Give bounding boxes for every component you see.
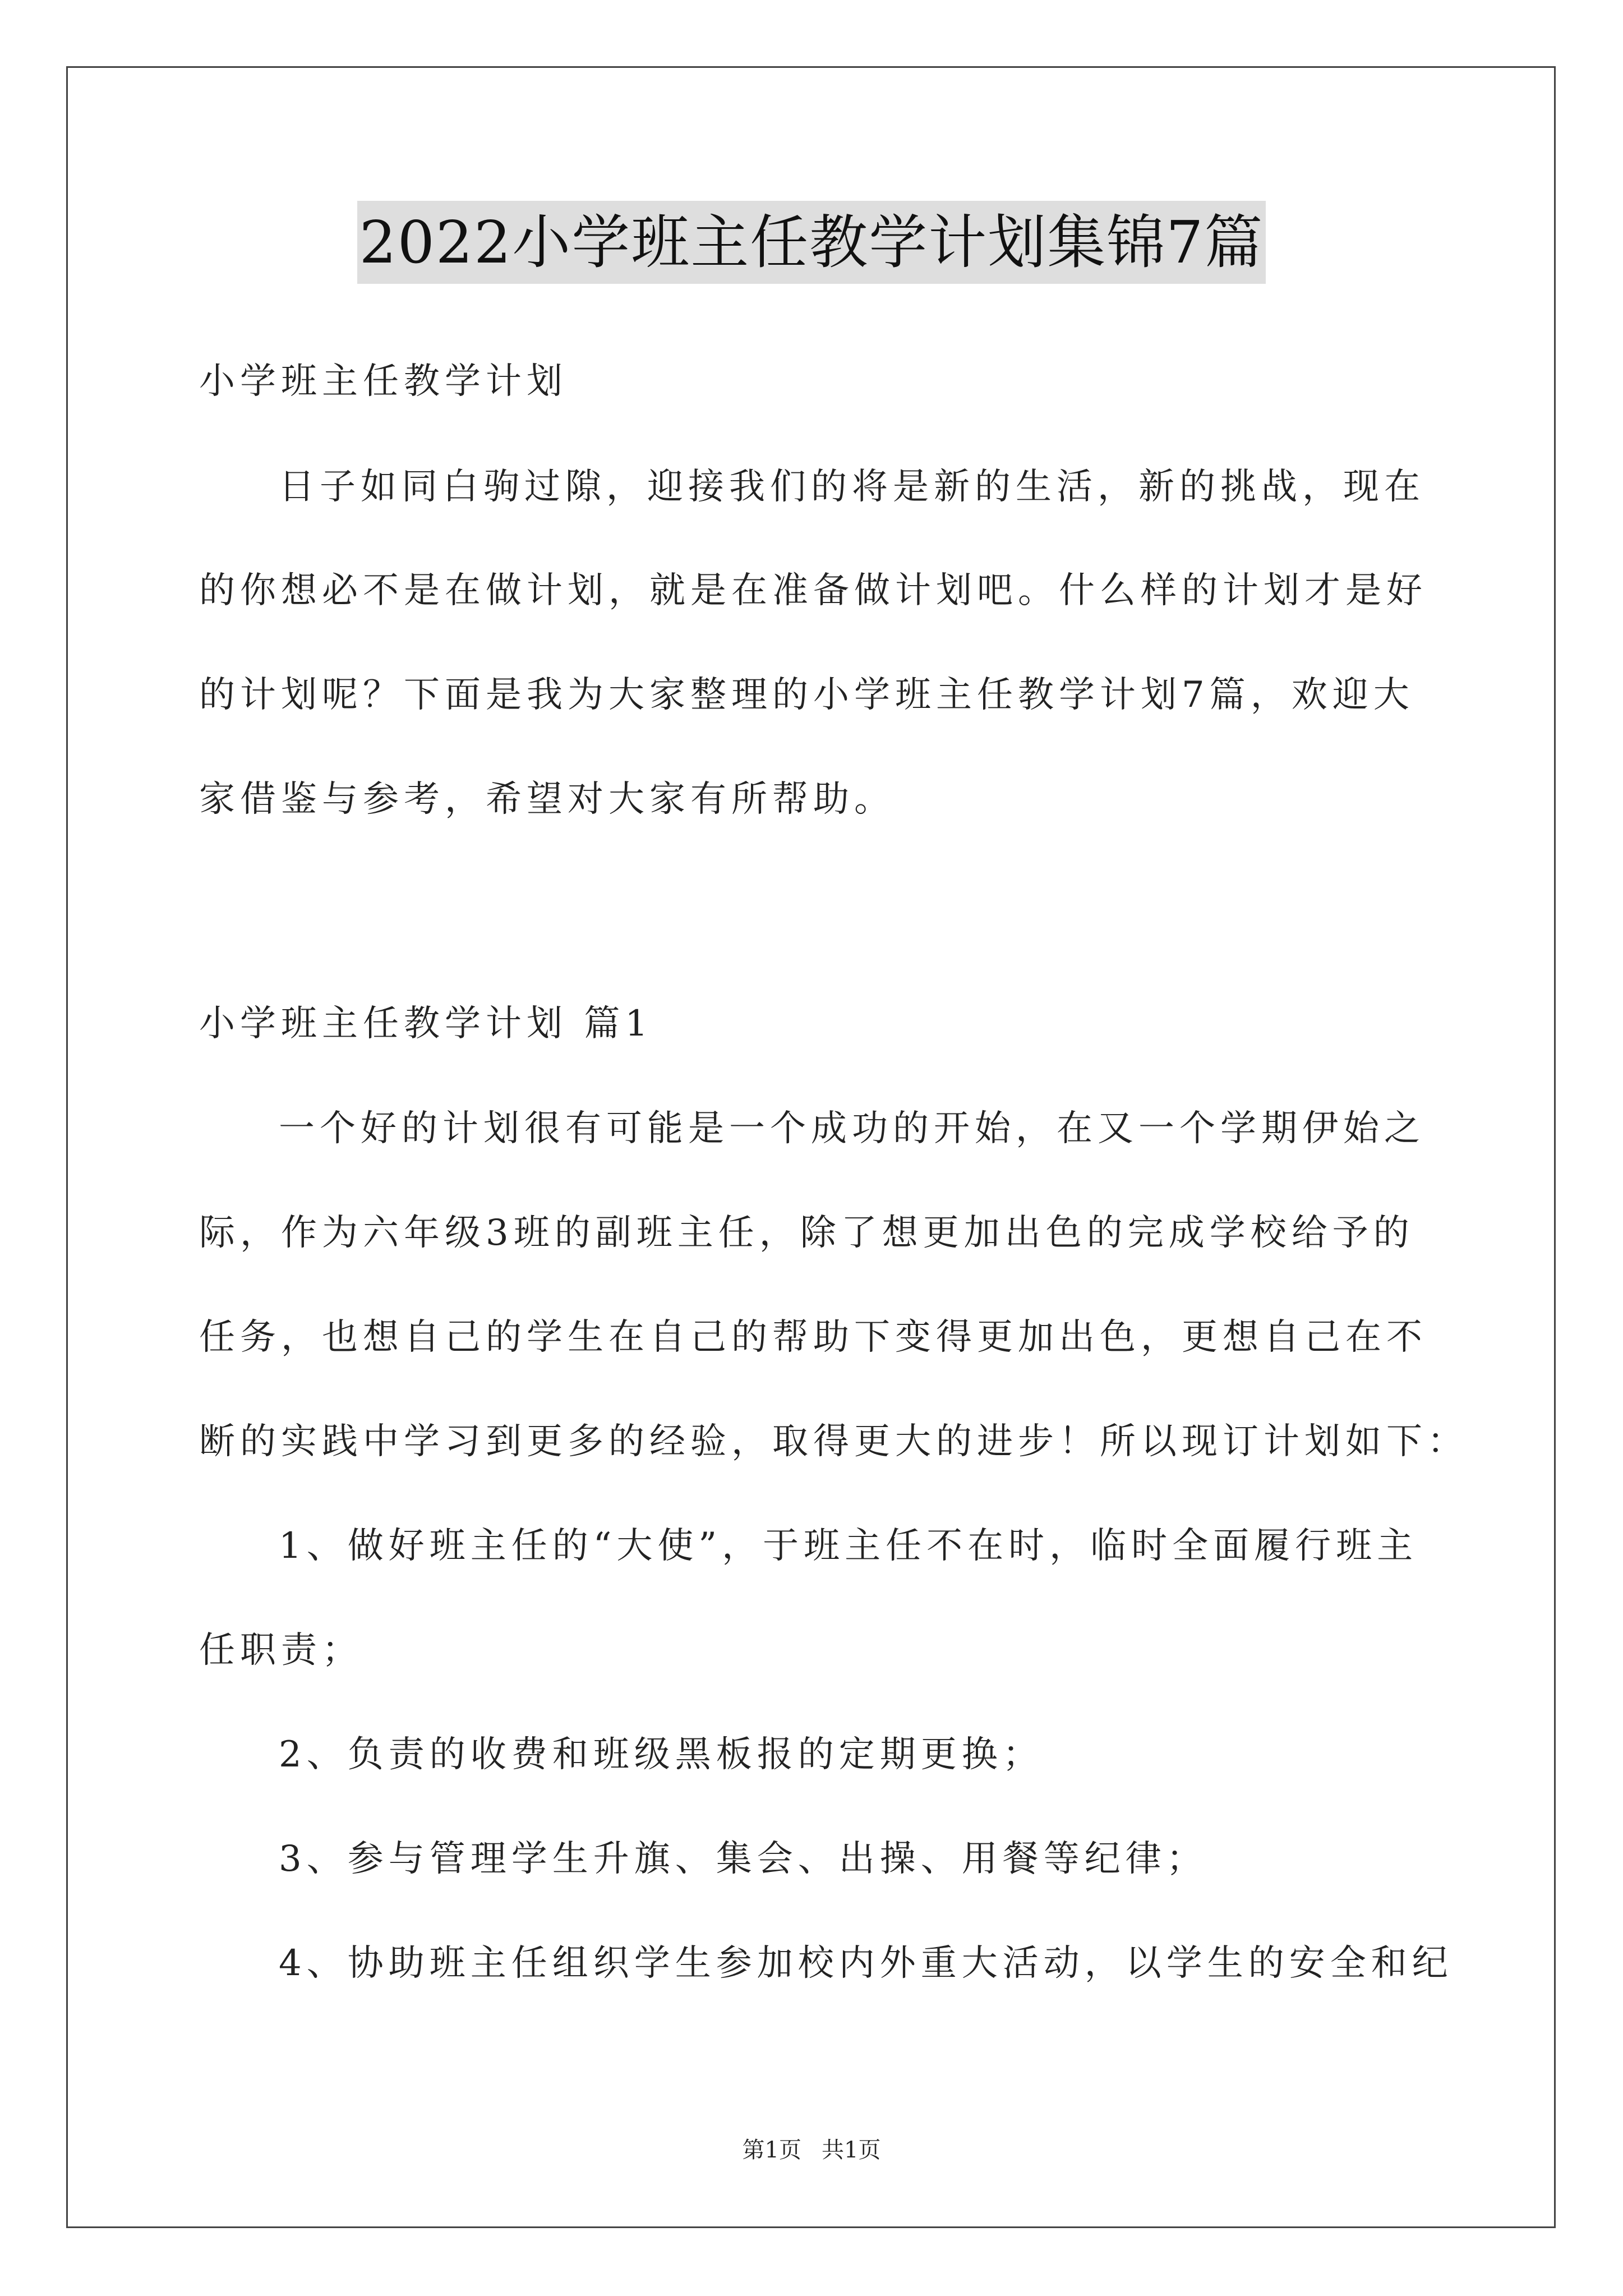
section1-line: 断的实践中学习到更多的经验，取得更大的进步！所以现订计划如下：	[199, 1421, 1468, 1462]
section1-line: 4、协助班主任组织学生参加校内外重大活动，以学生的安全和纪	[279, 1943, 1453, 1984]
document-title: 2022小学班主任教学计划集锦7篇	[357, 201, 1266, 284]
section1-line: 2、负责的收费和班级黑板报的定期更换；	[279, 1734, 1044, 1775]
intro-line: 家借鉴与参考，希望对大家有所帮助。	[199, 779, 895, 820]
section1-line: 际，作为六年级3班的副班主任，除了想更加出色的完成学校给予的	[199, 1212, 1414, 1254]
section1-heading: 小学班主任教学计划 篇1	[199, 1003, 653, 1045]
page-total: 共1页	[822, 2137, 881, 2163]
intro-line: 的计划呢？下面是我为大家整理的小学班主任教学计划7篇，欢迎大	[199, 674, 1414, 716]
intro-heading: 小学班主任教学计划	[199, 361, 568, 402]
intro-line: 日子如同白驹过隙，迎接我们的将是新的生活，新的挑战，现在	[279, 466, 1425, 508]
intro-line: 的你想必不是在做计划，就是在准备做计划吧。什么样的计划才是好	[199, 570, 1427, 611]
section1-line: 3、参与管理学生升旗、集会、出操、用餐等纪律；	[279, 1838, 1207, 1880]
title-container	[0, 201, 1623, 284]
page-number: 第1页	[742, 2137, 801, 2163]
section1-line: 任务，也想自己的学生在自己的帮助下变得更加出色，更想自己在不	[199, 1317, 1427, 1358]
page-footer	[0, 2136, 1623, 2164]
section1-line: 1、做好班主任的“大使”，于班主任不在时，临时全面履行班主	[279, 1525, 1418, 1567]
section1-line: 一个好的计划很有可能是一个成功的开始，在又一个学期伊始之	[279, 1108, 1425, 1149]
section1-line: 任职责；	[199, 1630, 363, 1671]
